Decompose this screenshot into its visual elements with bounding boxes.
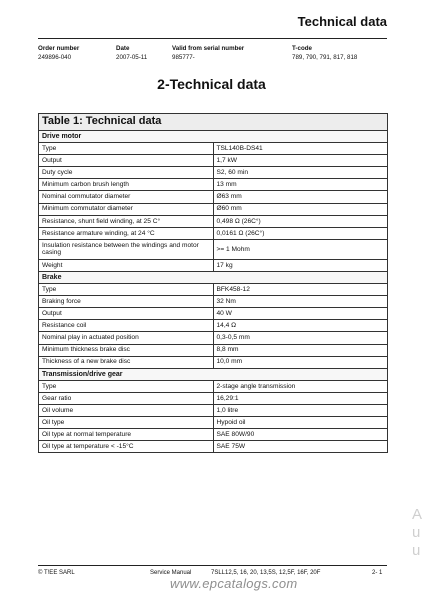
section-header: Transmission/drive gear (39, 368, 388, 380)
value-cell: 10,0 mm (213, 356, 388, 368)
header-title: Technical data (297, 14, 387, 29)
value-cell: 32 Nm (213, 296, 388, 308)
value-cell: SAE 75W (213, 441, 388, 453)
table-row (39, 344, 388, 356)
meta-value: 789, 790, 791, 817, 818 (292, 54, 358, 61)
value-cell: 1,0 litre (213, 404, 388, 416)
meta-value: 2007-05-11 (116, 54, 148, 61)
parameter-cell: Oil type at normal temperature (39, 429, 214, 441)
parameter-cell: Output (39, 155, 214, 167)
parameter-cell: Type (39, 380, 214, 392)
parameter-cell: Duty cycle (39, 167, 214, 179)
value-cell: S2, 60 min (213, 167, 388, 179)
parameter-cell: Resistance armature winding, at 24 °C (39, 227, 214, 239)
parameter-cell: Type (39, 143, 214, 155)
value-cell: Ø63 mm (213, 191, 388, 203)
table-row (39, 356, 388, 368)
parameter-cell: Braking force (39, 296, 214, 308)
footer-copyright: © T!EE SARL (38, 570, 75, 576)
section-header-row (39, 271, 388, 283)
footer-doc: Service Manual (150, 570, 192, 576)
table-row (39, 296, 388, 308)
value-cell: 13 mm (213, 179, 388, 191)
page-heading: 2-Technical data (157, 76, 266, 92)
table-row (39, 167, 388, 179)
value-cell: Ø60 mm (213, 203, 388, 215)
table-row (39, 239, 388, 259)
meta-value: 985777- (172, 54, 195, 61)
table-row (39, 203, 388, 215)
value-cell: 40 W (213, 308, 388, 320)
parameter-cell: Insulation resistance between the windings and motor casing (39, 239, 214, 259)
parameter-cell: Thickness of a new brake disc (39, 356, 214, 368)
parameter-cell: Oil volume (39, 404, 214, 416)
meta-tcode (292, 44, 357, 62)
watermark: www.epcatalogs.com (170, 576, 298, 591)
value-cell: BFK458-12 (213, 284, 388, 296)
value-cell: TSL140B-DS41 (213, 143, 388, 155)
parameter-cell: Type (39, 284, 214, 296)
value-cell: >= 1 Mohm (213, 239, 388, 259)
table-row (39, 308, 388, 320)
table-row (39, 320, 388, 332)
table-row (39, 191, 388, 203)
table-row (39, 155, 388, 167)
section-header-row (39, 131, 388, 143)
meta-label: Date (116, 45, 130, 52)
table-row (39, 259, 388, 271)
parameter-cell: Output (39, 308, 214, 320)
parameter-cell: Gear ratio (39, 392, 214, 404)
meta-serial (172, 44, 244, 62)
value-cell: Hypoid oil (213, 417, 388, 429)
table-row (39, 284, 388, 296)
table-row (39, 215, 388, 227)
section-header-row (39, 368, 388, 380)
value-cell: 1,7 kW (213, 155, 388, 167)
parameter-cell: Resistance, shunt field winding, at 25 C° (39, 215, 214, 227)
value-cell: 0,3-0,5 mm (213, 332, 388, 344)
table-row (39, 404, 388, 416)
value-cell: 14,4 Ω (213, 320, 388, 332)
value-cell: 0,0161 Ω (26C°) (213, 227, 388, 239)
technical-data-table (38, 113, 388, 453)
meta-label: Order number (38, 45, 80, 52)
parameter-cell: Nominal commutator diameter (39, 191, 214, 203)
meta-value: 249896-040 (38, 54, 72, 61)
meta-label: Valid from serial number (172, 45, 245, 52)
table-row (39, 392, 388, 404)
table-row (39, 380, 388, 392)
table-title: Table 1: Technical data (39, 114, 388, 131)
meta-date (116, 44, 147, 62)
value-cell: SAE 80W/90 (213, 429, 388, 441)
value-cell: 2-stage angle transmission (213, 380, 388, 392)
table-row (39, 179, 388, 191)
meta-label: T-code (292, 45, 312, 52)
table-title-row (39, 114, 388, 131)
parameter-cell: Minimum carbon brush length (39, 179, 214, 191)
meta-order-number (38, 44, 79, 62)
edge-fragment: A u u (412, 506, 422, 559)
table-row (39, 417, 388, 429)
table-row (39, 227, 388, 239)
table-row (39, 332, 388, 344)
footer-page: 2- 1 (372, 570, 383, 576)
parameter-cell: Nominal play in actuated position (39, 332, 214, 344)
table-row (39, 429, 388, 441)
parameter-cell: Resistance coil (39, 320, 214, 332)
footer-models: 7SLL12,5, 16, 20, 13,5S, 12,5F, 16F, 20F (211, 570, 321, 576)
section-header: Brake (39, 271, 388, 283)
footer-rule (38, 565, 387, 566)
value-cell: 17 kg (213, 259, 388, 271)
value-cell: 16,29:1 (213, 392, 388, 404)
section-header: Drive motor (39, 131, 388, 143)
header-rule (38, 38, 387, 39)
parameter-cell: Oil type at temperature < -15°C (39, 441, 214, 453)
parameter-cell: Minimum thickness brake disc (39, 344, 214, 356)
table-row (39, 143, 388, 155)
parameter-cell: Oil type (39, 417, 214, 429)
value-cell: 0,498 Ω (26C°) (213, 215, 388, 227)
parameter-cell: Minimum commutator diameter (39, 203, 214, 215)
value-cell: 8,8 mm (213, 344, 388, 356)
parameter-cell: Weight (39, 259, 214, 271)
table-row (39, 441, 388, 453)
